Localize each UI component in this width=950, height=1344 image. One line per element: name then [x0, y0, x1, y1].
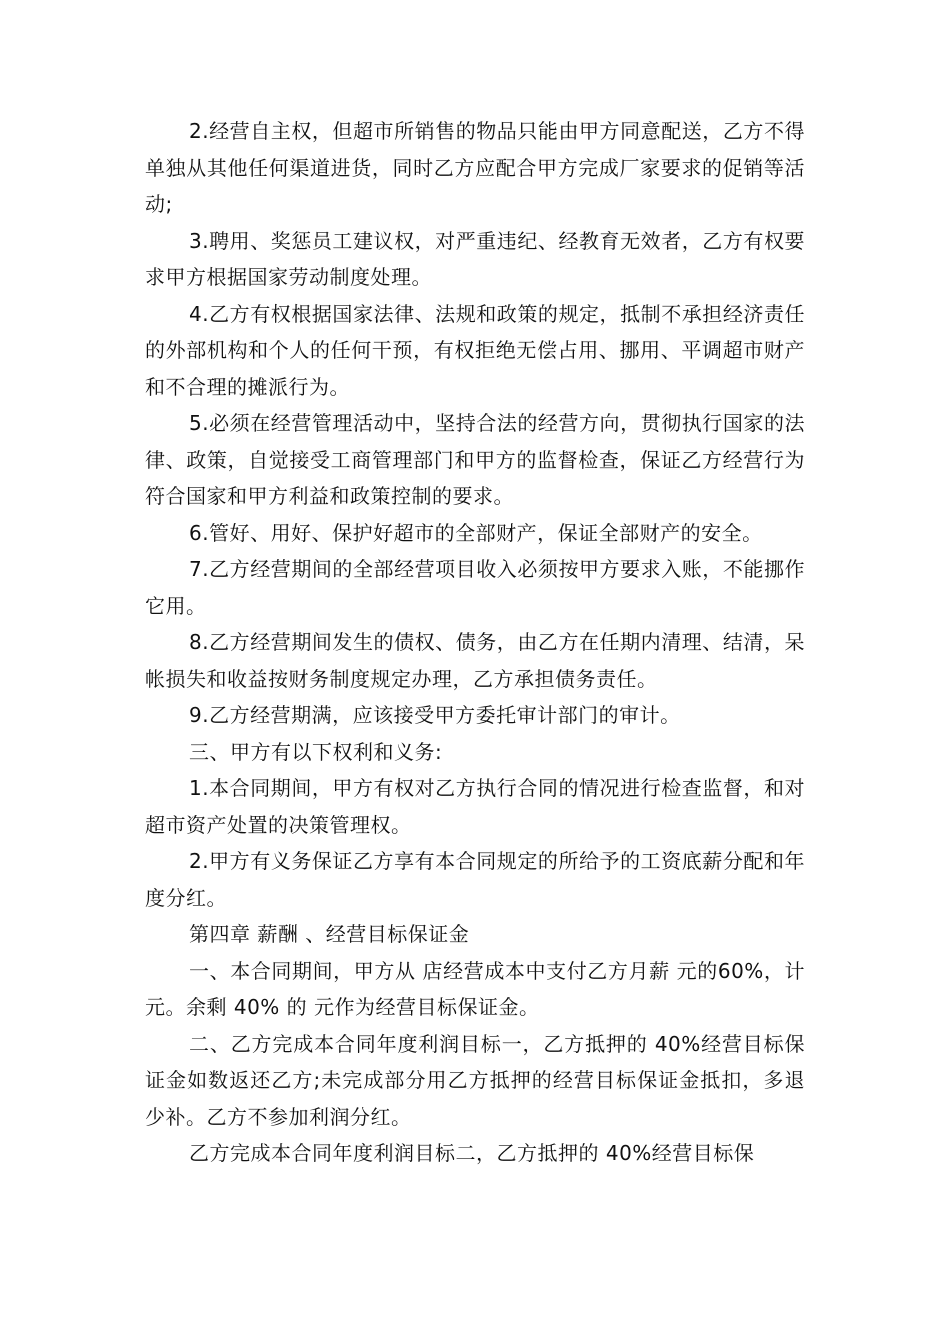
paragraph-3-hiring-rights: 3.聘用、奖惩员工建议权，对严重违纪、经教育无效者，乙方有权要求甲方根据国家劳动制度处理。	[145, 228, 805, 289]
chapter-heading-compensation: 第四章 薪酬 、经营目标保证金	[189, 922, 470, 946]
paragraph-7-revenue-accounting: 7.乙方经营期间的全部经营项目收入必须按甲方要求入账，不能挪作它用。	[145, 557, 805, 618]
paragraph-a2-obligation: 2.甲方有义务保证乙方享有本合同规定的所给予的工资底薪分配和年度分红。	[145, 849, 805, 910]
paragraph-4-legal-rights: 4.乙方有权根据国家法律、法规和政策的规定，抵制不承担经济责任的外部机构和个人的任何干预，有权拒绝无偿占用、挪用、平调超市财产和不合理的摊派行为。	[145, 301, 805, 399]
paragraph-8-debts: 8.乙方经营期间发生的债权、债务，由乙方在任期内清理、结清，呆帐损失和收益按财务制度规定办理，乙方承担债务责任。	[145, 630, 805, 691]
paragraph-2-operating-autonomy: 2.经营自主权，但超市所销售的物品只能由甲方同意配送，乙方不得单独从其他任何渠道进货，同时乙方应配合甲方完成厂家要求的促销等活动;	[145, 119, 805, 216]
paragraph-a1-supervision: 1.本合同期间，甲方有权对乙方执行合同的情况进行检查监督，和对超市资产处置的决策管理权。	[145, 776, 805, 837]
paragraph-target-one: 二、乙方完成本合同年度利润目标一，乙方抵押的 40%经营目标保证金如数返还乙方;未完成部分用乙方抵押的经营目标保证金抵扣，多退少补。乙方不参加利润分红。	[145, 1031, 805, 1129]
paragraph-9-audit: 9.乙方经营期满，应该接受甲方委托审计部门的审计。	[189, 703, 681, 727]
paragraph-target-two: 乙方完成本合同年度利润目标二，乙方抵押的 40%经营目标保	[189, 1141, 755, 1165]
section-heading-party-a-rights: 三、甲方有以下权利和义务:	[189, 739, 443, 764]
paragraph-salary: 一、本合同期间，甲方从 店经营成本中支付乙方月薪 元的60%，计 元。余剩 40% 的 元作为经营目标保证金。	[145, 958, 805, 1019]
paragraph-6-asset-protection: 6.管好、用好、保护好超市的全部财产，保证全部财产的安全。	[189, 520, 763, 545]
document-body	[145, 113, 805, 1172]
paragraph-5-lawful-operation: 5.必须在经营管理活动中，坚持合法的经营方向，贯彻执行国家的法律、政策，自觉接受工商管理部门和甲方的监督检查，保证乙方经营行为符合国家和甲方利益和政策控制的要求。	[145, 411, 805, 508]
